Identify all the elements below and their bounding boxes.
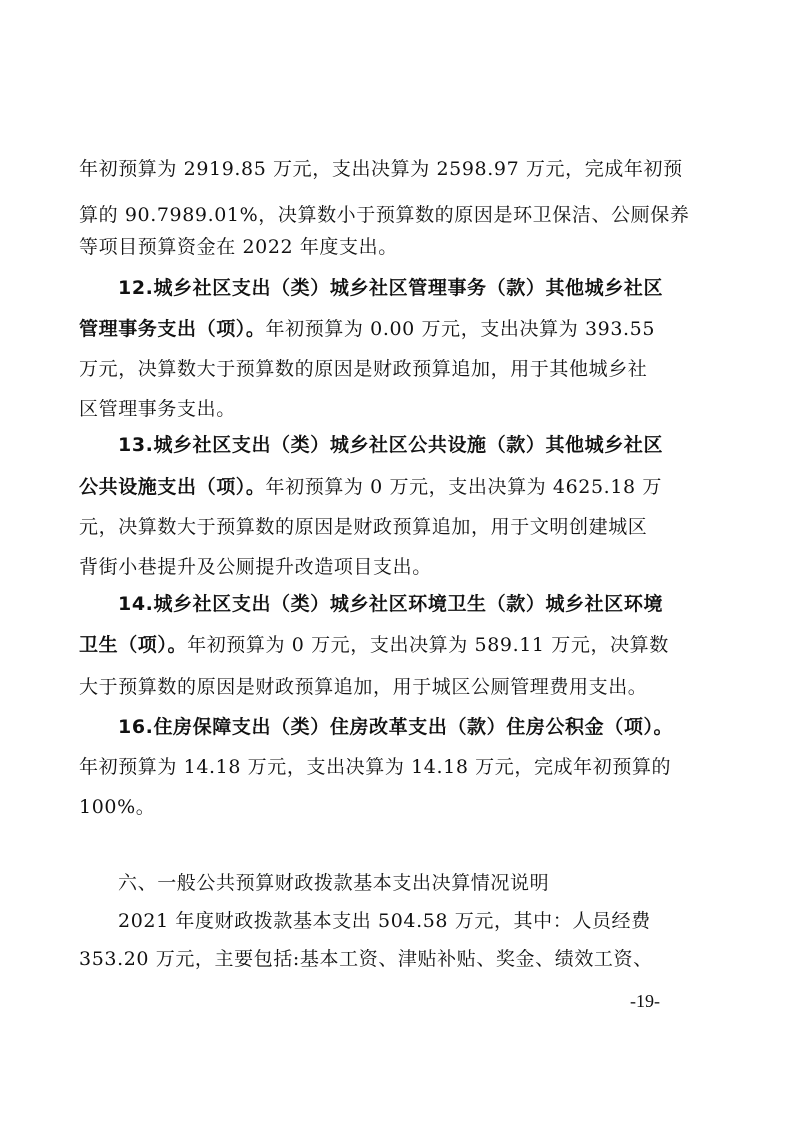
item-13-line: 背街小巷提升及公厕提升改造项目支出。	[79, 556, 432, 578]
paragraph-line: 算的 90.7989.01%，决算数小于预算数的原因是环卫保洁、公厕保养	[79, 204, 690, 226]
page-number: -19-	[630, 991, 660, 1011]
item-12-line	[79, 314, 719, 344]
item-14-text: 年初预算为 0 万元，支出决算为 589.11 万元，决算数	[187, 634, 669, 656]
item-14-line: 大于预算数的原因是财政预算追加，用于城区公厕管理费用支出。	[79, 676, 648, 698]
item-14-heading: 14.城乡社区支出（类）城乡社区环境卫生（款）城乡社区环境	[118, 593, 664, 615]
item-12-heading: 12.城乡社区支出（类）城乡社区管理事务（款）其他城乡社区	[118, 277, 664, 299]
item-13-text: 年初预算为 0 万元，支出决算为 4625.18 万	[265, 476, 662, 498]
section-6-line: 2021 年度财政拨款基本支出 504.58 万元，其中：人员经费	[118, 910, 651, 932]
item-12-text: 年初预算为 0.00 万元，支出决算为 393.55	[265, 318, 656, 340]
item-16-heading: 16.住房保障支出（类）住房改革支出（款）住房公积金（项）。	[118, 716, 674, 738]
item-13-line	[79, 472, 719, 502]
item-14-heading-end: 卫生（项）。	[79, 634, 188, 656]
item-12-heading-end: 管理事务支出（项）。	[79, 318, 266, 340]
item-16-line: 100%。	[79, 796, 156, 818]
section-6-title: 六、一般公共预算财政拨款基本支出决算情况说明	[118, 872, 550, 894]
item-13-heading: 13.城乡社区支出（类）城乡社区公共设施（款）其他城乡社区	[118, 434, 664, 456]
item-16-line: 年初预算为 14.18 万元，支出决算为 14.18 万元，完成年初预算的	[79, 756, 672, 778]
item-13-heading-end: 公共设施支出（项）。	[79, 476, 266, 498]
paragraph-line: 年初预算为 2919.85 万元，支出决算为 2598.97 万元，完成年初预	[79, 158, 683, 180]
paragraph-line: 等项目预算资金在 2022 年度支出。	[79, 236, 398, 258]
item-12-line: 区管理事务支出。	[79, 398, 236, 420]
item-14-line	[79, 630, 719, 660]
item-12-line: 万元，决算数大于预算数的原因是财政预算追加，用于其他城乡社	[79, 358, 648, 380]
section-6-line: 353.20 万元，主要包括:基本工资、津贴补贴、奖金、绩效工资、	[79, 948, 653, 970]
item-13-line: 元，决算数大于预算数的原因是财政预算追加，用于文明创建城区	[79, 516, 648, 538]
